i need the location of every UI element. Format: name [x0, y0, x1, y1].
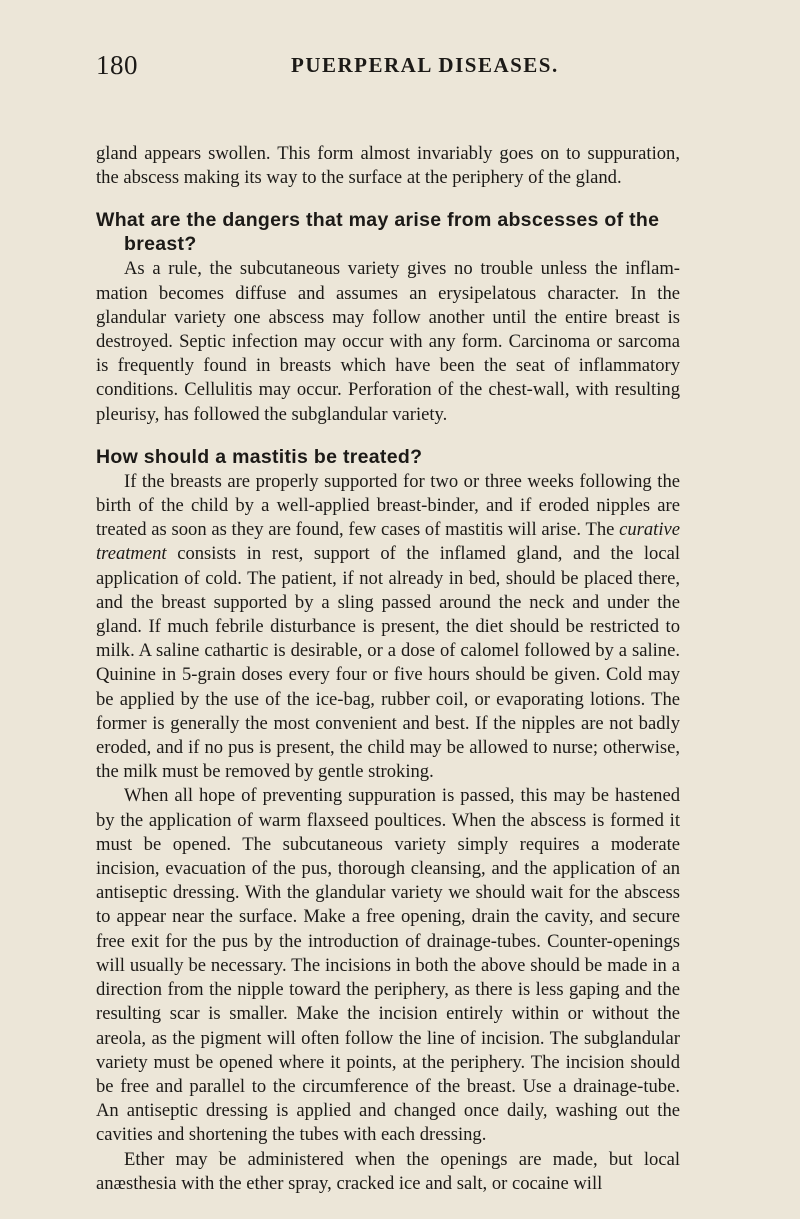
intro-paragraph: gland appears swollen. This form almost invariably goes on to suppuration, the abscess making its way to the surface at the periphery of the gland. — [96, 143, 680, 189]
treatment-text-rest: consists in rest, support of the inflamed gland, and the local application of cold. The patient, if not already in bed, should be placed there, and the breast supported by a sling passed around the neck and under the gland. If much febrile disturbance is present, the diet should be restricted to milk. A saline cathartic is desirable, or a dose of calomel followed by a saline. Quinine in 5-grain doses every four or five hours should be given. Cold may be applied by the use of the ice-bag, rubber coil, or evaporating lotions. The former is generally the most convenient and best. If the nipples are not badly eroded, and if no pus is present, the child may be allowed to nurse; otherwise, the milk must be removed by gentle stroking. — [96, 543, 680, 783]
running-head — [96, 50, 680, 90]
anaesthesia-paragraph: Ether may be administered when the openings are made, but local anæsthesia with the ether spray, cracked ice and salt, or cocaine will — [96, 1148, 680, 1194]
question-heading-treatment: How should a mastitis be treated? — [96, 445, 423, 468]
answer-paragraph-dangers: As a rule, the subcutaneous variety gives no trouble unless the inflammation becomes diffuse and assumes an erysipelatous character. In the glandular variety one abscess may follow another until the entire breast is destroyed. Septic infection may occur with any form. Carcinoma or sarcoma is frequently found in breasts which have been the seat of inflammatory conditions. Cellulitis may occur. Perforation of the chest-wall, with resulting pleurisy, has followed the subglandular variety. — [96, 258, 680, 425]
suppuration-paragraph: When all hope of preventing suppuration is passed, this may be hastened by the application of warm flaxseed poultices. When the abscess is formed it must be opened. The subcutaneous variety simply requires a moderate incision, evacuation of the pus, thorough cleansing, and the application of an antiseptic dressing. With the glandular variety we should wait for the abscess to appear near the surface. Make a free opening, drain the cavity, and secure free exit for the pus by the introduction of drainage-tubes. Counter-openings will usually be necessary. The incisions in both the above should be made in a direction from the nipple toward the periphery, as there is less gaping and the resulting scar is smaller. Make the incision entirely within or without the areola, as the pigment will often follow the line of incision. The subglandular variety must be opened where it points, at the periphery. The incision should be free and parallel to the circumference of the breast. Use a drainage-tube. An antiseptic dressing is applied and changed once daily, washing out the cavities and shortening the tubes with each dressing. — [96, 785, 680, 1146]
question-heading-dangers: What are the dangers that may arise from abscesses of the breast? — [96, 209, 660, 256]
answer-paragraph-treatment — [96, 470, 680, 785]
treatment-text-start: If the breasts are properly supported for two or three weeks following the birth of the child by a well-applied breast-binder, and if eroded nipples are treated as soon as they are found, few cases of mastitis will arise. The — [96, 470, 680, 541]
page-number: 180 — [96, 50, 138, 80]
page-content — [96, 142, 680, 1196]
curative-treatment-term: curative treatment — [96, 519, 680, 565]
running-title: PUERPERAL DISEASES. — [291, 53, 559, 77]
